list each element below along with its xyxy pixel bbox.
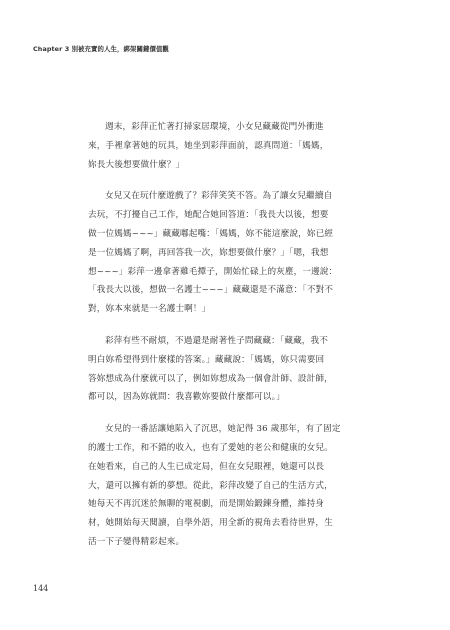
text-line: 做一位媽媽~~~」藏藏嘟起嘴：「媽媽，妳不能這麼說，妳已經 <box>88 228 334 239</box>
text-line: 週末，彩萍正忙著打掃家居環境，小女兒藏藏從門外衝進 <box>105 122 324 132</box>
text-line: 的護士工作，和不錯的收入，也有了愛她的老公和健康的女兒。 <box>88 442 333 453</box>
text-line: 彩萍有些不耐煩，不過還是耐著性子問藏藏：「藏藏，我不 <box>105 335 329 346</box>
text-line: 妳長大後想要做什麼？」 <box>88 159 185 170</box>
text-line: 女兒又在玩什麼遊戲了？彩萍笑笑不答。為了讓女兒繼續自 <box>105 191 333 202</box>
text-line: 活一下子變得精彩起來。 <box>88 536 185 547</box>
running-head: Chapter 3 別被充實的人生，綁架關鍵價值觀 <box>33 45 169 53</box>
text-line: 都可以，因為妳就問：我喜歡妳要做什麼都可以。」 <box>88 392 285 403</box>
text-line: 對，妳本來就是一名護士啊！」 <box>88 304 211 315</box>
text-line: 女兒的一番話讓她陷入了沉思，她記得 36 歲那年，有了固定 <box>105 424 341 435</box>
text-line: 去玩，不打擾自己工作，她配合她回答道：「我長大以後，想要 <box>88 210 329 221</box>
body-text <box>88 118 388 565</box>
text-line: 明白妳希望得到什麼樣的答案。」藏藏說：「媽媽，妳只需要回 <box>88 354 325 365</box>
text-line: 答妳想成為什麼就可以了，例如妳想成為一個會計師、設計師， <box>88 373 333 384</box>
text-line: 她每天不再沉迷於無聊的電視劇，而是開始鍛鍊身體，維持身 <box>88 499 325 510</box>
text-line: 來，手裡拿著她的玩具，她坐到彩萍面前，認真問道：「媽媽， <box>88 140 329 151</box>
text-line: 「我長大以後，想做一名護士~~~」藏藏還是不滿意：「不對不 <box>88 285 334 296</box>
paragraph <box>88 187 388 319</box>
text-line: 大，還可以擁有新的夢想。從此，彩萍改變了自己的生活方式， <box>88 480 333 491</box>
text-line: 想~~~」彩萍一邊拿著雞毛撢子，開始忙碌上的灰塵，一邊說： <box>88 266 338 277</box>
text-line: 材，她開始每天閱讀，自學外語，用全新的視角去看待世界，生 <box>88 518 333 529</box>
page-number: 144 <box>33 584 49 593</box>
text-line: 是一位媽媽了啊，再回答我一次，妳想要做什麼？」「嗯，我想 <box>88 247 329 258</box>
text-line: 在她看來，自己的人生已成定局，但在女兒眼裡，她還可以長 <box>88 461 325 472</box>
paragraph <box>88 332 388 407</box>
paragraph <box>88 420 388 552</box>
paragraph <box>88 118 388 174</box>
